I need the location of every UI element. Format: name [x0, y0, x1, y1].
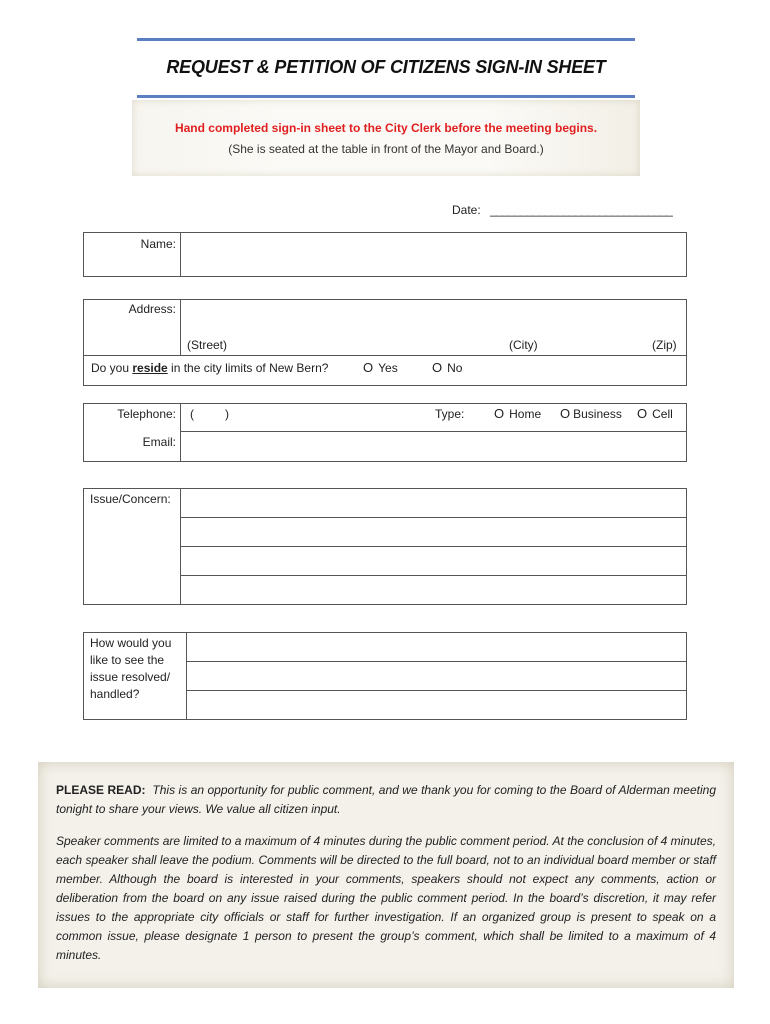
- issue-input[interactable]: [182, 490, 684, 602]
- type-cell-label: Cell: [652, 407, 673, 421]
- date-blank: ______________________________: [490, 203, 673, 217]
- instruction-note: (She is seated at the table in front of the Mayor and Board.): [228, 142, 544, 156]
- reside-emphasis: reside: [132, 361, 168, 375]
- street-caption: (Street): [187, 338, 228, 352]
- name-divider: [180, 232, 181, 276]
- telephone-label: Telephone:: [117, 407, 176, 421]
- address-divider: [180, 299, 181, 355]
- top-rule: [137, 38, 635, 41]
- name-label: Name:: [140, 237, 176, 251]
- radio-icon: O: [560, 406, 571, 421]
- issue-label: Issue/Concern:: [90, 492, 171, 506]
- date-label: Date:: [452, 203, 481, 217]
- please-read-intro-text: This is an opportunity for public comment, and we thank you for coming to the Board of Alderman meeting tonight to share your views. We value all citizen input.: [56, 783, 717, 816]
- email-label: Email:: [142, 435, 176, 449]
- date-field[interactable]: [452, 203, 672, 217]
- reside-no-label: No: [447, 361, 463, 375]
- reside-no-option[interactable]: [432, 360, 462, 375]
- radio-icon: O: [363, 360, 374, 375]
- name-input[interactable]: [182, 234, 684, 275]
- contact-divider: [180, 403, 181, 461]
- reside-question: [91, 361, 328, 375]
- reside-yes-label: Yes: [378, 361, 398, 375]
- page-title: REQUEST & PETITION OF CITIZENS SIGN-IN SHEET: [166, 57, 606, 77]
- address-label: Address:: [128, 302, 176, 316]
- radio-icon: O: [432, 360, 443, 375]
- area-code-open: (: [190, 407, 194, 421]
- instructions-box: [132, 100, 640, 176]
- radio-icon: O: [494, 406, 505, 421]
- reside-suffix: in the city limits of New Bern?: [167, 361, 329, 375]
- instruction-line: Hand completed sign-in sheet to the City Clerk before the meeting begins.: [174, 121, 598, 135]
- type-label: Type:: [435, 407, 465, 421]
- resolution-label: How would you like to see the issue resolved/ handled?: [90, 636, 172, 701]
- type-business-label: Business: [573, 407, 622, 421]
- reside-prefix: Do you: [91, 361, 133, 375]
- email-input[interactable]: [182, 433, 684, 460]
- area-code-close: ): [225, 407, 229, 421]
- contact-separator: [181, 431, 686, 432]
- telephone-input[interactable]: [182, 405, 432, 430]
- type-home-label: Home: [509, 407, 542, 421]
- type-business-option[interactable]: [560, 406, 622, 421]
- please-read-box: [38, 762, 734, 988]
- reside-yes-option[interactable]: [363, 360, 398, 375]
- bottom-rule: [137, 95, 635, 98]
- city-caption: (City): [509, 338, 538, 352]
- type-home-option[interactable]: [494, 406, 541, 421]
- please-read-body: Speaker comments are limited to a maximum of 4 minutes during the public comment period. At the conclusion of 4 minutes, each speaker shall leave the podium. Comments will be directed to the full board, not to an individual board member or staff member. Although the board is interested in your comments, speakers should not expect any comments, action or deliberation from the board on any issue raised during the public comment period. In the board’s discretion, it may refer issues to the appropriate city officials or staff for further investigation. If an organized group is present to speak on a common issue, please designate 1 person to present the group’s comment, which shall be limited to a maximum of 4 minutes.: [56, 834, 716, 962]
- resolution-divider: [186, 632, 187, 719]
- please-read-intro: [56, 781, 716, 819]
- zip-caption: (Zip): [652, 338, 677, 352]
- address-separator: [84, 355, 686, 356]
- address-input[interactable]: [182, 301, 684, 333]
- radio-icon: O: [637, 406, 648, 421]
- type-cell-option[interactable]: [637, 406, 673, 421]
- please-read-heading: PLEASE READ:: [56, 783, 146, 797]
- resolution-input[interactable]: [188, 634, 684, 717]
